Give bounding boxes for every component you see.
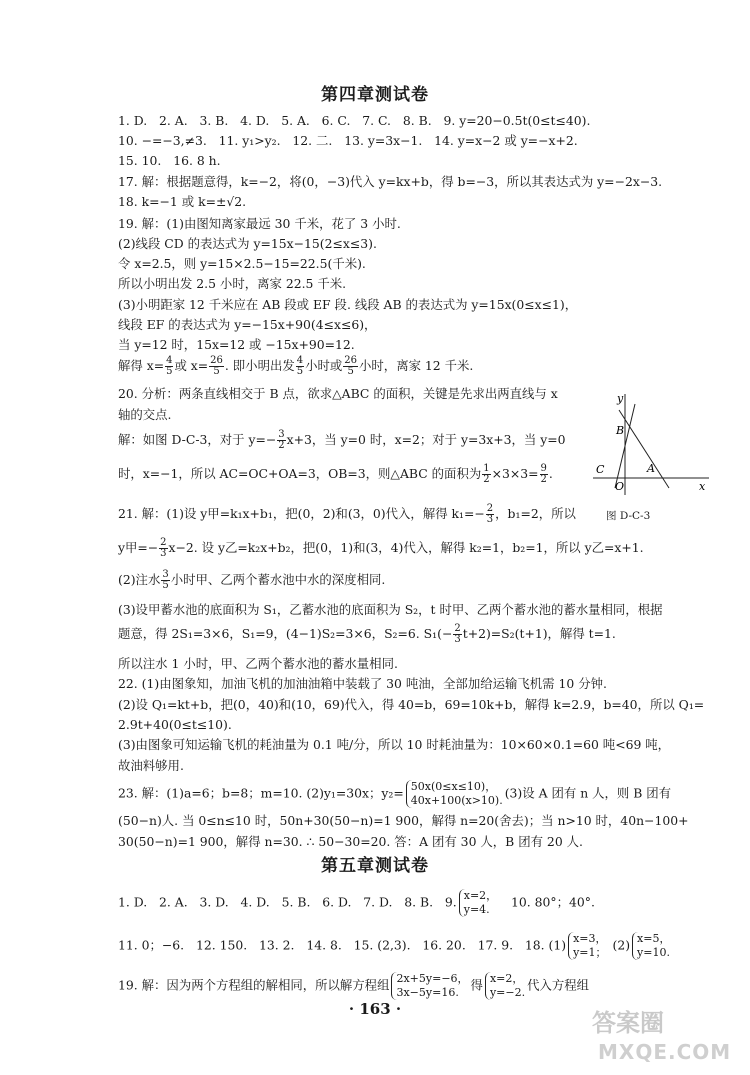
answer-item: 14. y=x−2 或 y=−x+2.: [434, 133, 578, 148]
solution-19-line: 令 x=2.5，则 y=15×2.5−15=22.5(千米).: [118, 256, 366, 271]
answer-item: 4. D.: [240, 113, 270, 128]
answer-item: 11. 0；−6.: [118, 937, 185, 953]
label-b: B: [616, 424, 625, 437]
answer-item: 12. 150.: [195, 937, 248, 953]
solution-19-result: [118, 356, 473, 377]
answer-item: 2. A.: [159, 113, 188, 128]
answer-item: 7. D.: [363, 894, 393, 910]
system-row: 50x(0≤x≤10)，: [410, 780, 497, 793]
answer-item: 1. D.: [118, 894, 148, 910]
answer-item: 14. 8.: [306, 937, 342, 953]
answer-item: 9. y=20−0.5t(0≤t≤40).: [443, 113, 591, 128]
figure-d-c-3: [583, 390, 713, 500]
answer-item: 16. 20.: [422, 937, 466, 953]
text-run: ，b₁=2，所以: [495, 506, 576, 521]
answer-row-15-16: [118, 153, 221, 169]
chapter5-title: 第五章测试卷: [321, 856, 429, 876]
text-run: ×3×3=: [491, 466, 539, 481]
text-run: x−2. 设 y乙=k₂x+b₂，把(0，1)和(3，4)代入，解得 k₂=1，b₂=1，所以 y乙=x+1.: [168, 540, 644, 555]
answer-row-10-14: [118, 133, 578, 149]
system-row: y=4.: [463, 903, 490, 916]
denominator: 3: [486, 514, 494, 525]
text-run: y甲=−: [118, 540, 159, 555]
text-run: 小时甲、乙两个蓄水池中水的深度相同.: [170, 572, 386, 587]
system-row: 40x+100(x>10).: [410, 794, 503, 807]
numerator: 3: [162, 569, 169, 580]
label-o: O: [615, 480, 625, 493]
ch5-solution-19: [118, 972, 589, 1000]
text-run: t+2)=S₂(t+1)，解得 t=1.: [462, 626, 616, 641]
denominator: 2: [540, 474, 547, 485]
text-run: 代入方程组: [527, 977, 590, 993]
numerator: 26: [210, 355, 223, 366]
answer-item: 10. −=−3,≠3.: [118, 133, 207, 148]
solution-23-line: 30(50−n)=1 900，解得 n=30. ∴ 50−30=20. 答：A 团有 30 人，B 团有 20 人.: [118, 834, 583, 849]
fraction: [159, 538, 167, 559]
numerator: 1: [483, 463, 490, 474]
solution-19-line: 19. 解：(1)由图知离家最远 30 千米，花了 3 小时.: [118, 216, 401, 231]
answer-item: 18. (1): [524, 937, 567, 953]
label-y: y: [617, 392, 624, 405]
label-x: x: [699, 480, 706, 493]
system-row: y=−2.: [489, 986, 526, 999]
text-run: 得: [470, 977, 483, 993]
fraction: [453, 624, 461, 645]
solution-17: 17. 解：根据题意得，k=−2，将(0，−3)代入 y=kx+b，得 b=−3，所以其表达式为 y=−2x−3.: [118, 174, 663, 189]
solution-21-line: (3)设甲蓄水池的底面积为 S₁，乙蓄水池的底面积为 S₂，t 时甲、乙两个蓄水池的蓄水量相同，根据: [118, 602, 663, 617]
numerator: 9: [540, 463, 547, 474]
solution-19-line: (2)线段 CD 的表达式为 y=15x−15(2≤x≤3).: [118, 236, 377, 251]
label-c: C: [596, 463, 605, 476]
solution-21-line: [118, 570, 385, 591]
figure-caption: 图 D-C-3: [606, 510, 651, 522]
answer-item: 3. D.: [199, 894, 229, 910]
denominator: 3: [160, 548, 167, 559]
equation-system: [391, 972, 468, 1000]
solution-19-line: 所以小明出发 2.5 小时，离家 22.5 千米.: [118, 276, 347, 291]
numerator: 4: [296, 355, 304, 366]
denominator: 5: [162, 580, 169, 591]
fraction: [165, 356, 173, 377]
answer-item: 4. D.: [240, 894, 270, 910]
system-row: 3x−5y=16.: [396, 986, 459, 999]
answer-item: 15. (2,3).: [353, 937, 411, 953]
fraction: [296, 356, 304, 377]
watermark-logo: 答案圈: [592, 1009, 664, 1037]
denominator: 2: [278, 440, 285, 451]
solution-21-line: [118, 504, 576, 525]
answer-item: 6. D.: [322, 894, 352, 910]
fraction: [482, 464, 490, 485]
solution-20-line: 轴的交点.: [118, 407, 172, 422]
denominator: 5: [296, 366, 304, 377]
solution-21-line: 所以注水 1 小时，甲、乙两个蓄水池的蓄水量相同.: [118, 656, 398, 671]
answer-item: 5. A.: [281, 113, 310, 128]
solution-20-line: [118, 464, 553, 485]
text-run: 解得 x=: [118, 358, 165, 373]
answer-item: 11. y₁>y₂.: [218, 133, 281, 148]
text-run: 时，x=−1，所以 AC=OC+OA=3，OB=3，则△ABC 的面积为: [118, 466, 482, 481]
denominator: 3: [454, 634, 461, 645]
denominator: 5: [347, 366, 354, 377]
text-run: 19. 解：因为两个方程组的解相同，所以解方程组: [118, 977, 390, 993]
answer-item: 2. A.: [159, 894, 188, 910]
solution-22-line: (3)由图象可知运输飞机的耗油量为 0.1 吨/分，所以 10 时耗油量为：10×60×0.1=60 吨<69 吨，: [118, 737, 671, 752]
equation-system: [632, 932, 670, 960]
fraction: [540, 464, 548, 485]
answer-item: 15. 10.: [118, 153, 162, 168]
answer-item: 16. 8 h.: [173, 153, 221, 168]
fraction: [209, 356, 224, 377]
system-row: y=1；: [573, 946, 607, 959]
numerator: 4: [166, 355, 173, 366]
text-run: 或 x=: [174, 358, 209, 373]
answer-item: 8. B.: [402, 113, 432, 128]
system-row: x=5，: [637, 932, 671, 945]
solution-22-line: (2)设 Q₁=kt+b，把(0，40)和(10，69)代入，得 40=b，69=10k+b，解得 k=2.9，b=40，所以 Q₁=: [118, 697, 705, 712]
answer-item: 13. y=3x−1.: [344, 133, 423, 148]
answer-row-1-9: [118, 113, 590, 129]
solution-22-line: 2.9t+40(0≤t≤10).: [118, 717, 232, 732]
solution-21-line: [118, 624, 616, 645]
line-y-neg-three-halves-x-plus-3: [619, 410, 669, 488]
text-run: 23. 解：(1)a=6；b=8；m=10. (2)y₁=30x；y₂=: [118, 785, 404, 801]
fraction: [486, 504, 494, 525]
numerator: 2: [454, 623, 461, 634]
denominator: 5: [166, 366, 173, 377]
chapter4-title: 第四章测试卷: [321, 85, 429, 105]
solution-20-line: [118, 430, 565, 451]
text-run: (2)注水: [118, 572, 161, 587]
solution-23-line: (50−n)人. 当 0≤n≤10 时，50n+30(50−n)=1 900，解得 n=20(舍去)；当 n>10 时，40n−100+: [118, 813, 689, 828]
solution-23-line: [118, 780, 671, 808]
system-row: x=2，: [489, 972, 524, 985]
fraction: [343, 356, 358, 377]
system-row: y=10.: [637, 946, 670, 959]
answer-item: 1. D.: [118, 113, 148, 128]
denominator: 5: [213, 366, 220, 377]
text-run: 解：如图 D-C-3，对于 y=−: [118, 432, 277, 447]
text-run: 小时或: [305, 358, 343, 373]
system-row: x=2，: [463, 889, 498, 902]
answer-item: 3. B.: [199, 113, 229, 128]
numerator: 26: [344, 355, 358, 366]
solution-22-line: 22. (1)由图象知，加油飞机的加油油箱中装载了 30 吨油，全部加给运输飞机需 10 分钟.: [118, 676, 607, 691]
solution-18: 18. k=−1 或 k=±√2.: [118, 194, 247, 209]
system-row: x=3，: [573, 932, 607, 945]
equation-system: [459, 889, 497, 917]
numerator: 3: [278, 429, 285, 440]
solution-19-line: 当 y=12 时，15x=12 或 −15x+90=12.: [118, 337, 355, 352]
answer-item: 8. B.: [404, 894, 434, 910]
answer-item: 12. 二.: [292, 133, 333, 148]
text-run: x+3，当 y=0 时，x=2；对于 y=3x+3，当 y=0: [286, 432, 566, 447]
answer-item: 10. 80°；40°.: [511, 894, 595, 910]
page-number: · 163 ·: [348, 1000, 402, 1018]
equation-system: [485, 972, 525, 1000]
system-row: 2x+5y=−6，: [396, 972, 469, 985]
piecewise-system: [406, 780, 503, 808]
fraction: [161, 570, 169, 591]
watermark-url: MXQE.COM: [598, 1040, 732, 1064]
answer-item: 13. 2.: [259, 937, 295, 953]
text-run: 21. 解：(1)设 y甲=k₁x+b₁，把(0，2)和(3，0)代入，解得 k₁=−: [118, 506, 485, 521]
answer-item: 17. 9.: [477, 937, 514, 953]
solution-19-line: 线段 EF 的表达式为 y=−15x+90(4≤x≤6)，: [118, 317, 377, 332]
solution-19-line: (3)小明距家 12 千米应在 AB 段或 EF 段. 线段 AB 的表达式为 y=15x(0≤x≤1)，: [118, 297, 578, 312]
solution-22-line: 故油料够用.: [118, 758, 184, 773]
ch5-answer-row-1-10: [118, 889, 595, 917]
label-a: A: [647, 462, 655, 475]
answer-item: 7. C.: [362, 113, 391, 128]
text-run: .: [548, 466, 553, 481]
answer-item: 5. B.: [281, 894, 311, 910]
solution-20-line: 20. 分析：两条直线相交于 B 点，欲求△ABC 的面积，关键是先求出两直线与 x: [118, 386, 558, 401]
text-run: 题意，得 2S₁=3×6，S₁=9，(4−1)S₂=3×6，S₂=6. S₁(−: [118, 626, 453, 641]
equation-system: [568, 932, 606, 960]
numerator: 2: [486, 503, 494, 514]
solution-21-line: [118, 538, 644, 559]
answer-item: (2): [612, 937, 631, 953]
ch5-answer-row-11-18: [118, 932, 672, 960]
answer-item: 6. C.: [321, 113, 351, 128]
fraction: [277, 430, 285, 451]
numerator: 2: [160, 537, 167, 548]
denominator: 2: [483, 474, 490, 485]
text-run: 小时，离家 12 千米.: [359, 358, 474, 373]
answer-item: 9.: [444, 894, 457, 910]
text-run: (3)设 A 团有 n 人，则 B 团有: [504, 785, 672, 801]
text-run: . 即小明出发: [224, 358, 295, 373]
